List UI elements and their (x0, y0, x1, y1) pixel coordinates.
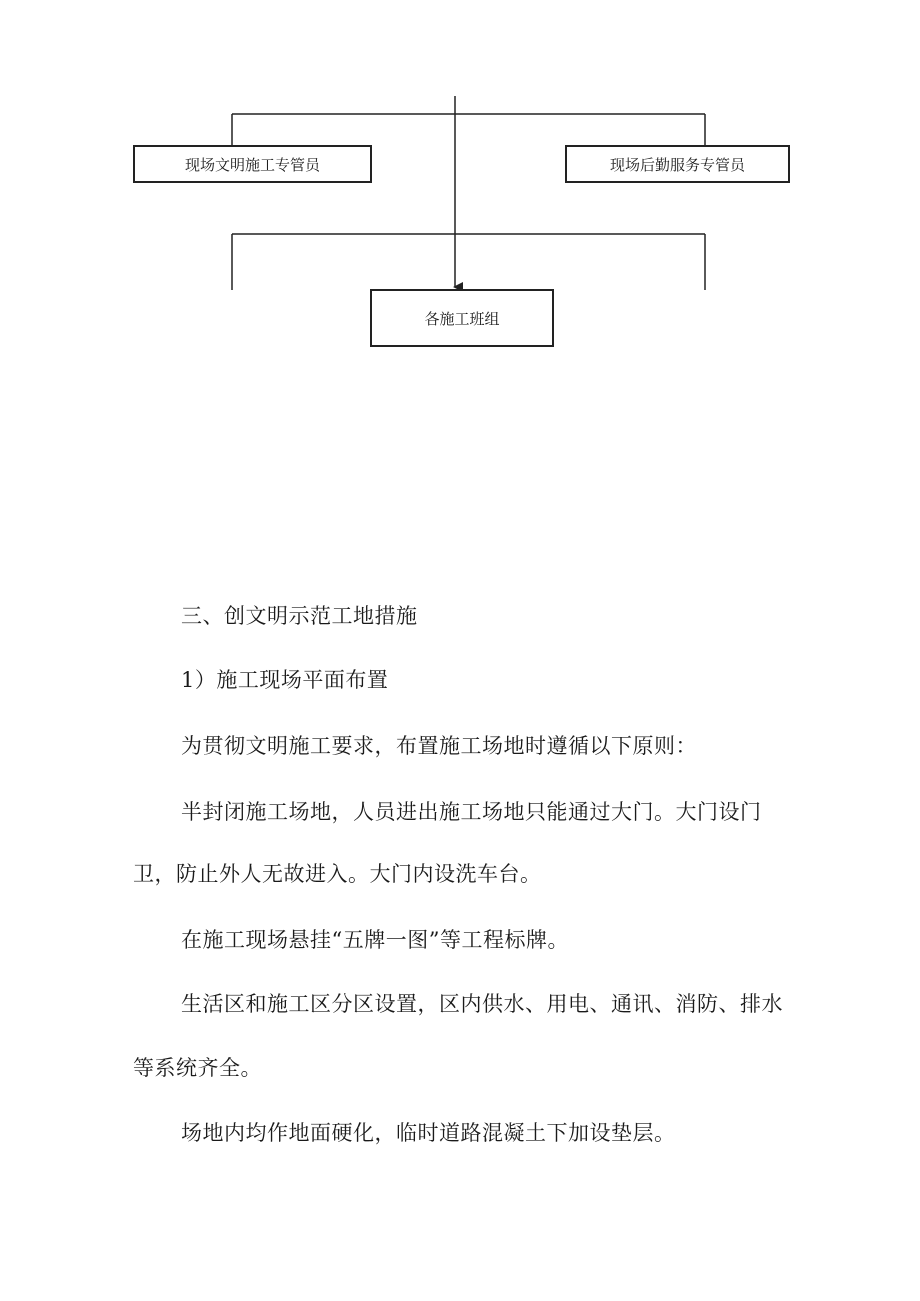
right-box-label: 现场后勤服务专管员 (609, 155, 745, 174)
paragraph-line: 半封闭施工场地，人员进出施工场地只能通过大门。大门设门 (181, 800, 762, 824)
paragraph-line: 场地内均作地面硬化，临时道路混凝土下加设垫层。 (181, 1121, 676, 1145)
paragraph-line: 在施工现场悬挂“五牌一图”等工程标牌。 (181, 928, 569, 952)
subsection-title: 1）施工现场平面布置 (181, 668, 389, 692)
section-title: 三、创文明示范工地措施 (181, 604, 418, 628)
bottom-box-label: 各施工班组 (424, 309, 500, 328)
onsite-civilized-construction-manager-box (133, 145, 372, 183)
paragraph-line: 为贯彻文明施工要求，布置施工场地时遵循以下原则： (181, 734, 697, 758)
construction-teams-box (370, 289, 554, 347)
org-chart (0, 0, 920, 360)
onsite-logistics-manager-box (565, 145, 790, 183)
left-box-label: 现场文明施工专管员 (184, 155, 320, 174)
paragraph-line: 生活区和施工区分区设置，区内供水、用电、通讯、消防、排水 (181, 992, 783, 1016)
paragraph-line: 等系统齐全。 (133, 1056, 262, 1080)
paragraph-line: 卫，防止外人无故进入。大门内设洗车台。 (133, 862, 542, 886)
